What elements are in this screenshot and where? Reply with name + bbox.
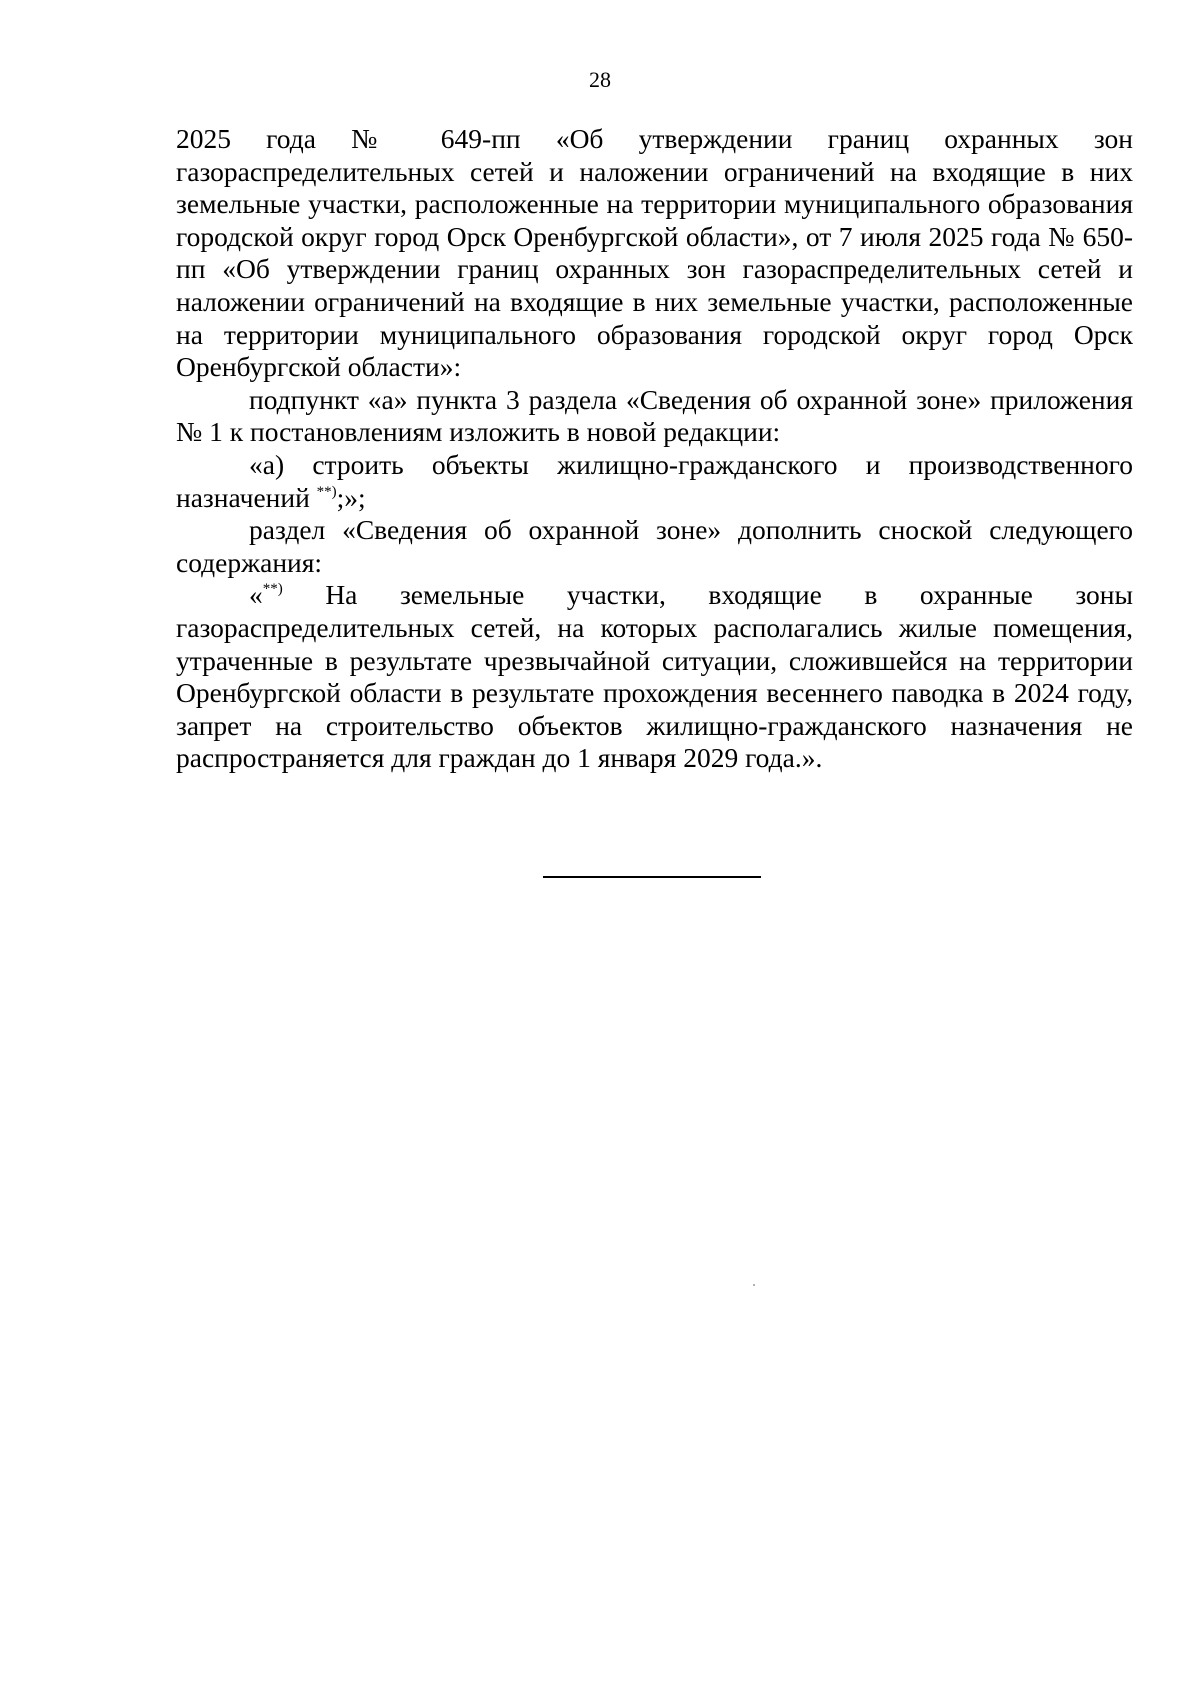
new-wording-text: «а) строить объекты жилищно-гражданского и производственного назначений: [176, 448, 1133, 513]
footnote-open-quote: «: [249, 579, 263, 611]
end-divider-line: [543, 876, 761, 878]
new-wording-ending: ;»;: [336, 481, 366, 513]
footnote-marker: **): [316, 483, 337, 500]
paragraph-subitem-amendment: подпункт «а» пункта 3 раздела «Сведения об охранной зоне» приложения № 1 к постановлениям изложить в новой редакции:: [176, 383, 1133, 448]
document-body: [176, 123, 1133, 775]
paragraph-resolutions-list: 2025 года № 649-пп «Об утверждении границ охранных зон газораспределительных сетей и наложении ограничений на входящие в них земельные участки, расположенные на территории муниципального образования городской округ город Орск Оренбургской области», от 7 июля 2025 года № 650-пп «Об утверждении границ охранных зон газораспределительных сетей и наложении ограничений на входящие в них земельные участки, расположенные на территории муниципального образования городской округ город Орск Оренбургской области»:: [176, 123, 1133, 383]
paragraph-new-wording: [176, 449, 1133, 514]
footnote-marker: **): [262, 581, 283, 598]
paragraph-add-footnote: раздел «Сведения об охранной зоне» дополнить сноской следующего содержания:: [176, 514, 1133, 578]
page-number: 28: [589, 67, 611, 92]
footnote-body: На земельные участки, входящие в охранные зоны газораспределительных сетей, на которых располагались жилые помещения, утраченные в результате чрезвычайной ситуации, сложившейся на территории Оренбургской области в результате прохождения весеннего паводка в 2024 году, запрет на строительство объектов жилищно-гражданского назначения не распространяется для граждан до 1 января 2029 года.».: [176, 579, 1133, 774]
scan-speck: [753, 1284, 755, 1286]
paragraph-footnote-text: [176, 579, 1133, 775]
